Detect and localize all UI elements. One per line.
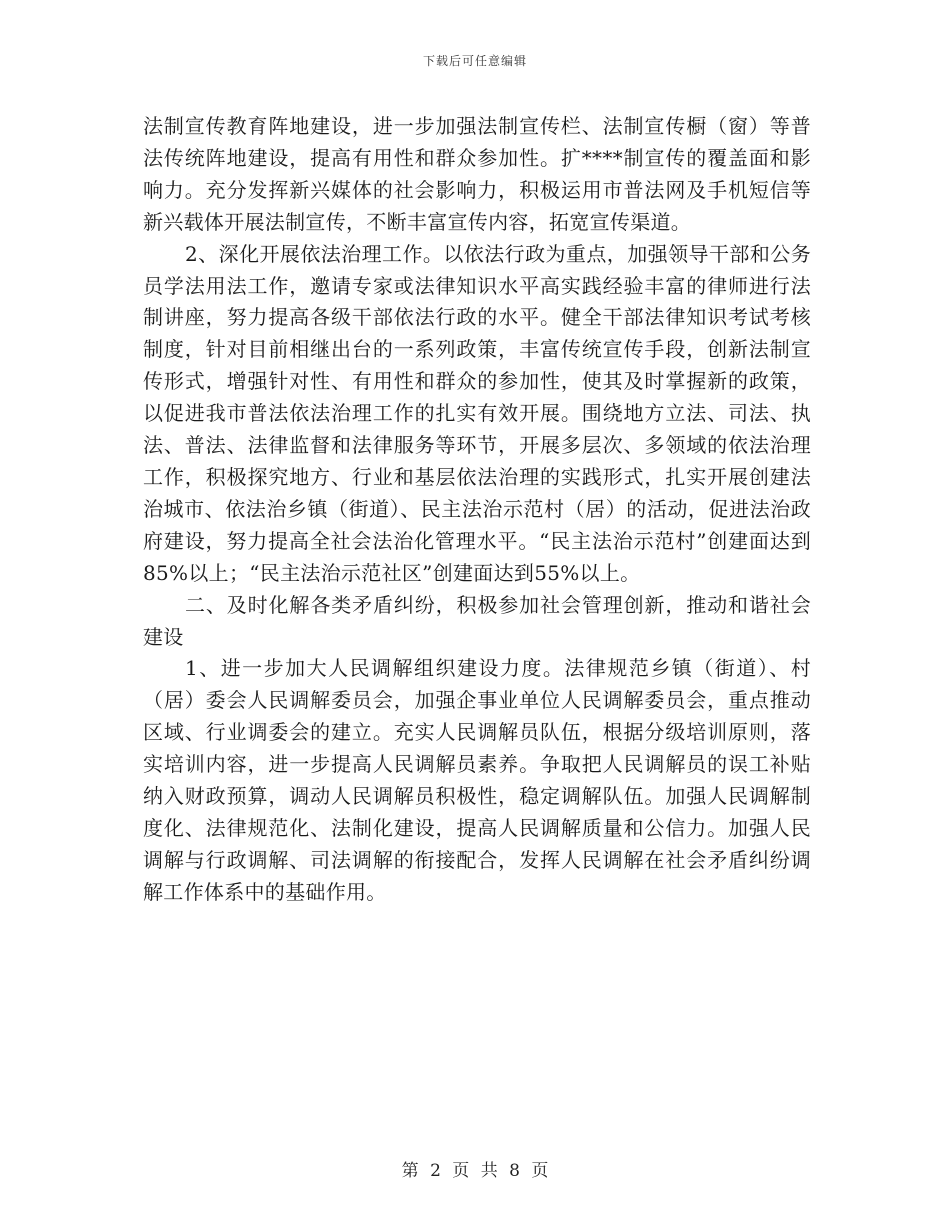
page-number-footer: 第 2 页 共 8 页 [401,1161,549,1181]
page-header: 下载后可任意编辑 [422,54,527,68]
paragraph-legal-governance: 2、深化开展依法治理工作。以依法行政为重点，加强领导干部和公务员学法用法工作，邀请专家或法律知识水平高实践经验丰富的律师进行法制讲座，努力提高各级干部依法行政的水平。健全干部法律知识考试考核制度，针对目前相继出台的一系列政策，丰富传统宣传手段，创新法制宣传形式，增强针对性、有用性和群众的参加性，使其及时掌握新的政策，以促进我市普法依法治理工作的扎实有效开展。围绕地方立法、司法、执法、普法、法律监督和法律服务等环节，开展多层次、多领域的依法治理工作，积极探究地方、行业和基层依法治理的实践形式，扎实开展创建法治城市、依法治乡镇（街道）、民主法治示范村（居）的活动，促进法治政府建设，努力提高全社会法治化管理水平。“民主法治示范村”创建面达到85%以上；“民主法治示范社区”创建面达到55%以上。 [143,241,811,585]
paragraph-continuation: 法制宣传教育阵地建设，进一步加强法制宣传栏、法制宣传橱（窗）等普法传统阵地建设，提高有用性和群众参加性。扩****制宣传的覆盖面和影响力。充分发挥新兴媒体的社会影响力，积极运用市普法网及手机短信等新兴载体开展法制宣传，不断丰富宣传内容，拓宽宣传渠道。 [143,114,811,234]
document-body [143,111,811,909]
paragraph-mediation: 1、进一步加大人民调解组织建设力度。法律规范乡镇（街道）、村（居）委会人民调解委员会，加强企事业单位人民调解委员会，重点推动区域、行业调委会的建立。充实人民调解员队伍，根据分级培训原则，落实培训内容，进一步提高人民调解员素养。争取把人民调解员的误工补贴纳入财政预算，调动人民调解员积极性，稳定调解队伍。加强人民调解制度化、法律规范化、法制化建设，提高人民调解质量和公信力。加强人民调解与行政调解、司法调解的衔接配合，发挥人民调解在社会矛盾纠纷调解工作体系中的基础作用。 [143,656,811,904]
section-heading-dispute-resolution: 二、及时化解各类矛盾纠纷，积极参加社会管理创新，推动和谐社会建设 [143,592,811,649]
